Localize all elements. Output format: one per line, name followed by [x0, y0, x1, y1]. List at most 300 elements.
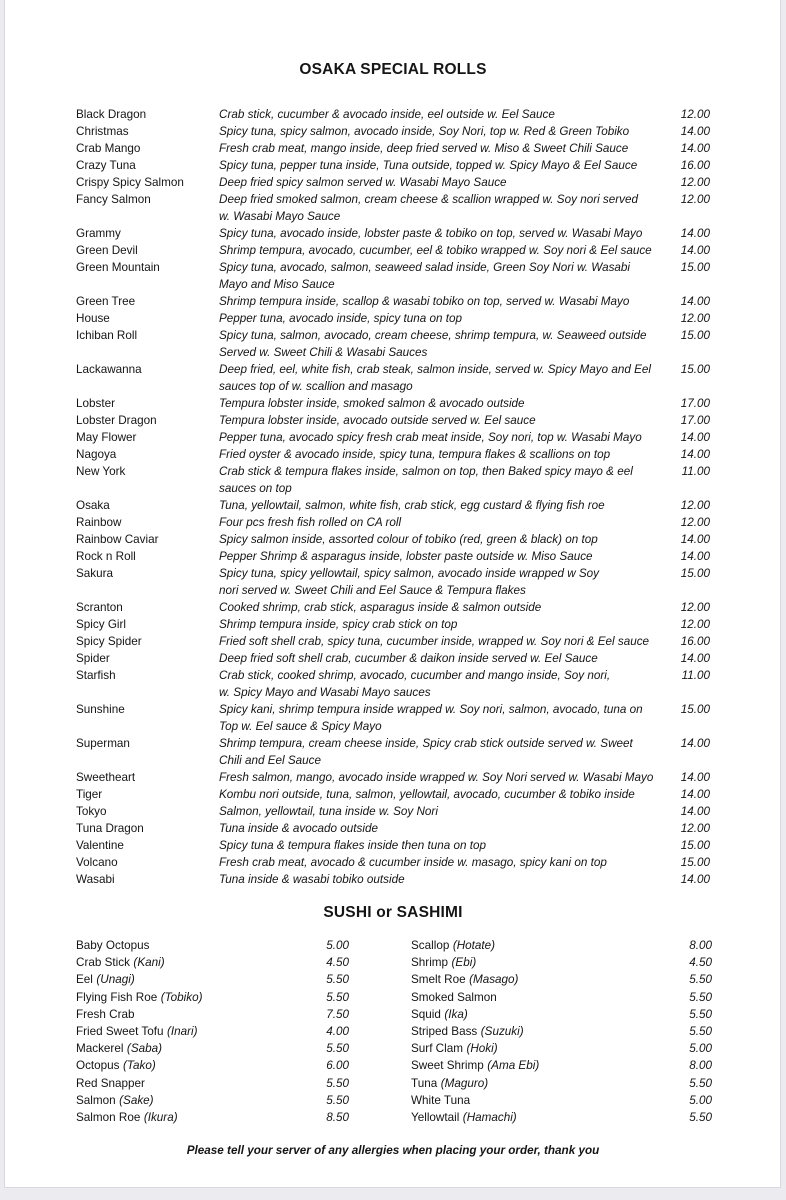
sushi-column-left [76, 937, 349, 1126]
item-description-line: Cooked shrimp, crab stick, asparagus inside & salmon outside [219, 601, 542, 614]
item-price: 14.00 [680, 448, 710, 461]
item-name [76, 1057, 309, 1074]
item-price: 4.50 [689, 956, 712, 970]
item-name-english: Flying Fish Roe [76, 990, 158, 1004]
item-price: 5.50 [326, 973, 349, 987]
item-description-line: Spicy salmon inside, assorted colour of tobiko (red, green & black) on top [219, 533, 598, 546]
item-name: Christmas [76, 125, 129, 138]
menu-item-row [76, 361, 710, 395]
item-name: Valentine [76, 839, 124, 852]
menu-item-row [76, 650, 710, 667]
item-description-line: Spicy tuna & tempura flakes inside then tuna on top [219, 839, 487, 852]
item-price: 11.00 [681, 465, 710, 478]
sushi-item-row [76, 1006, 349, 1023]
sushi-item-row [76, 1040, 349, 1057]
item-name-english: Salmon Roe [76, 1111, 141, 1125]
item-name-english: Red Snapper [76, 1076, 145, 1090]
menu-item-row [76, 701, 710, 735]
sushi-item-row [411, 1057, 712, 1074]
item-name [411, 1109, 672, 1126]
item-price: 17.00 [680, 414, 710, 427]
menu-item-row [76, 514, 710, 531]
menu-item-row [76, 565, 710, 599]
menu-item-row [76, 310, 710, 327]
sushi-item-row [411, 937, 712, 954]
item-description [219, 293, 668, 310]
item-name: Ichiban Roll [76, 329, 138, 342]
item-name: Rainbow [76, 516, 122, 529]
item-price: 16.00 [680, 635, 710, 648]
item-price: 5.50 [689, 990, 712, 1004]
item-description [219, 599, 668, 616]
item-name-japanese: (Ebi) [451, 956, 477, 970]
item-description [219, 191, 668, 225]
item-price: 8.00 [689, 1059, 712, 1073]
item-name: Fancy Salmon [76, 193, 151, 206]
item-name-english: Salmon [76, 1093, 116, 1107]
item-description-line: Fresh crab meat, avocado & cucumber inside w. masago, spicy kani on top [219, 856, 607, 869]
menu-item-row [76, 446, 710, 463]
item-description [219, 820, 668, 837]
item-price: 14.00 [680, 125, 710, 138]
item-name [411, 1057, 672, 1074]
item-description-line: Deep fried soft shell crab, cucumber & daikon inside served w. Eel Sauce [219, 652, 598, 665]
item-description-line: Fried soft shell crab, spicy tuna, cucumber inside, wrapped w. Soy nori & Eel sauce [219, 635, 650, 648]
item-name-english: Baby Octopus [76, 939, 150, 952]
sushi-item-row [411, 1109, 712, 1126]
item-name-japanese: (Kani) [133, 956, 165, 970]
item-description [219, 701, 668, 735]
item-name [76, 1109, 309, 1126]
item-price: 14.00 [680, 295, 710, 308]
sushi-item-row [411, 1006, 712, 1023]
item-price: 5.50 [326, 1042, 349, 1056]
menu-item-row [76, 259, 710, 293]
item-description-line: Shrimp tempura inside, spicy crab stick on top [219, 618, 458, 631]
item-name [411, 989, 672, 1006]
item-name-japanese: (Saba) [126, 1042, 163, 1056]
sushi-item-row [76, 937, 349, 954]
item-name: Green Mountain [76, 261, 160, 274]
item-description-line: w. Spicy Mayo and Wasabi Mayo sauces [219, 686, 431, 699]
menu-item-row [76, 395, 710, 412]
item-name-japanese: (Tako) [123, 1059, 156, 1073]
item-description-line: Spicy tuna, spicy yellowtail, spicy salmon, avocado inside wrapped w Soy [219, 567, 600, 580]
item-description [219, 259, 668, 293]
item-name-japanese: (Inari) [166, 1025, 198, 1039]
item-name: Volcano [76, 856, 118, 869]
item-price: 12.00 [680, 108, 710, 121]
item-price: 15.00 [680, 567, 710, 580]
item-name-english: Mackerel [76, 1042, 124, 1056]
item-name: Lobster [76, 397, 115, 410]
item-description-line: Tempura lobster inside, smoked salmon & avocado outside [219, 397, 525, 410]
item-name: Starfish [76, 669, 116, 682]
item-price: 5.50 [689, 1076, 712, 1090]
item-price: 15.00 [680, 329, 710, 342]
item-description-line: Served w. Sweet Chili & Wasabi Sauces [219, 346, 428, 359]
item-price: 15.00 [680, 839, 710, 852]
item-price: 14.00 [680, 227, 710, 240]
item-price: 14.00 [680, 873, 710, 886]
item-description [219, 565, 668, 599]
item-name: Lackawanna [76, 363, 142, 376]
item-price: 14.00 [680, 788, 710, 801]
item-description-line: Spicy tuna, pepper tuna inside, Tuna outside, topped w. Spicy Mayo & Eel Sauce [219, 159, 638, 172]
item-name-english: Fried Sweet Tofu [76, 1025, 164, 1039]
item-name: Spicy Girl [76, 618, 127, 631]
item-name-english: Surf Clam [411, 1042, 463, 1056]
item-description-line: Spicy tuna, salmon, avocado, cream cheese, shrimp tempura, w. Seaweed outside [219, 329, 647, 342]
menu-item-row [76, 327, 710, 361]
rolls-section-title: OSAKA SPECIAL ROLLS [299, 61, 487, 78]
item-description-line: Fresh crab meat, mango inside, deep fried served w. Miso & Sweet Chili Sauce [219, 142, 629, 155]
item-description-line: Salmon, yellowtail, tuna inside w. Soy Nori [219, 805, 438, 818]
item-description-line: sauces on top [219, 482, 292, 495]
item-description [219, 157, 668, 174]
item-description [219, 106, 668, 123]
item-price: 7.50 [326, 1007, 349, 1021]
item-price: 17.00 [680, 397, 710, 410]
item-name-japanese: (Masago) [469, 973, 519, 987]
menu-item-row [76, 854, 710, 871]
item-name [76, 971, 309, 988]
sushi-section-title: SUSHI or SASHIMI [323, 904, 463, 921]
item-description-line: Fresh salmon, mango, avocado inside wrapped w. Soy Nori served w. Wasabi Mayo [219, 771, 654, 784]
item-description-line: Kombu nori outside, tuna, salmon, yellowtail, avocado, cucumber & tobiko inside [219, 788, 635, 801]
menu-item-row [76, 599, 710, 616]
item-price: 12.00 [680, 516, 710, 529]
item-price: 12.00 [680, 822, 710, 835]
item-name: New York [76, 465, 126, 478]
item-price: 8.00 [689, 939, 712, 952]
item-price: 12.00 [680, 176, 710, 189]
item-description-line: Spicy tuna, spicy salmon, avocado inside, Soy Nori, top w. Red & Green Tobiko [219, 125, 630, 138]
item-description [219, 497, 668, 514]
item-name: Scranton [76, 601, 123, 614]
menu-item-row [76, 463, 710, 497]
sushi-item-row [76, 1109, 349, 1126]
item-name-japanese: (Ika) [444, 1007, 468, 1021]
item-description [219, 395, 668, 412]
item-name: Rock n Roll [76, 550, 136, 563]
item-name: Rainbow Caviar [76, 533, 159, 546]
item-description-line: Crab stick, cooked shrimp, avocado, cucumber and mango inside, Soy nori, [219, 669, 611, 682]
item-price: 4.00 [326, 1025, 349, 1039]
item-description [219, 463, 668, 497]
item-price: 4.50 [326, 956, 349, 970]
item-name-japanese: (Suzuki) [480, 1025, 524, 1039]
item-description-line: Deep fried spicy salmon served w. Wasabi Mayo Sauce [219, 176, 507, 189]
item-description [219, 803, 668, 820]
item-description-line: Spicy kani, shrimp tempura inside wrapped w. Soy nori, salmon, avocado, tuna on [219, 703, 643, 716]
item-name [411, 1075, 672, 1092]
item-description-line: Tempura lobster inside, avocado outside served w. Eel sauce [219, 414, 536, 427]
menu-item-row [76, 106, 710, 123]
item-description-line: sauces top of w. scallion and masago [219, 380, 413, 393]
item-description-line: Pepper tuna, avocado inside, spicy tuna on top [219, 312, 463, 325]
item-name-english: Sweet Shrimp [411, 1059, 484, 1073]
item-name: Grammy [76, 227, 121, 240]
item-price: 14.00 [680, 142, 710, 155]
item-description-line: Mayo and Miso Sauce [219, 278, 335, 291]
item-price: 14.00 [680, 431, 710, 444]
sushi-item-row [76, 954, 349, 971]
item-name-english: Smelt Roe [411, 973, 466, 987]
sushi-list [76, 937, 710, 1126]
item-price: 12.00 [680, 601, 710, 614]
item-name-japanese: (Hotate) [452, 939, 496, 952]
item-name: Wasabi [76, 873, 115, 886]
menu-item-row [76, 293, 710, 310]
item-name-japanese: (Hoki) [466, 1042, 498, 1056]
sushi-item-row [411, 1092, 712, 1109]
item-name-english: Crab Stick [76, 956, 130, 970]
menu-item-row [76, 871, 710, 888]
item-price: 5.50 [689, 1111, 712, 1125]
item-description [219, 361, 668, 395]
item-name [411, 971, 672, 988]
sushi-item-row [76, 1023, 349, 1040]
item-description [219, 242, 668, 259]
item-description-line: Crab stick & tempura flakes inside, salmon on top, then Baked spicy mayo & eel [219, 465, 633, 478]
item-name-japanese: (Maguro) [440, 1076, 489, 1090]
item-price: 15.00 [680, 703, 710, 716]
item-name-english: Yellowtail [411, 1111, 460, 1125]
item-price: 5.00 [689, 1093, 712, 1107]
item-price: 14.00 [680, 533, 710, 546]
item-price: 12.00 [680, 312, 710, 325]
item-description-line: Tuna, yellowtail, salmon, white fish, crab stick, egg custard & flying fish roe [219, 499, 605, 512]
item-price: 14.00 [680, 550, 710, 563]
item-name-english: Squid [411, 1007, 441, 1021]
item-description-line: nori served w. Sweet Chili and Eel Sauce & Tempura flakes [219, 584, 526, 597]
item-name: Crispy Spicy Salmon [76, 176, 184, 189]
sushi-item-row [411, 1040, 712, 1057]
item-description [219, 837, 668, 854]
item-description [219, 514, 668, 531]
sushi-item-row [76, 971, 349, 988]
item-name-english: White Tuna [411, 1093, 471, 1107]
item-name: Lobster Dragon [76, 414, 157, 427]
item-name [411, 937, 672, 954]
item-name-japanese: (Hamachi) [462, 1111, 517, 1125]
item-name-english: Striped Bass [411, 1025, 478, 1039]
item-description-line: Pepper Shrimp & asparagus inside, lobster paste outside w. Miso Sauce [219, 550, 593, 563]
item-name [411, 1040, 672, 1057]
item-description [219, 140, 668, 157]
item-name [411, 1006, 672, 1023]
item-name [76, 1092, 309, 1109]
item-name: Osaka [76, 499, 110, 512]
sushi-item-row [76, 1075, 349, 1092]
item-price: 11.00 [681, 669, 710, 682]
item-description [219, 616, 668, 633]
item-name-english: Smoked Salmon [411, 990, 497, 1004]
item-price: 12.00 [680, 499, 710, 512]
item-description-line: Shrimp tempura inside, scallop & wasabi tobiko on top, served w. Wasabi Mayo [219, 295, 630, 308]
item-name [411, 1023, 672, 1040]
item-price: 5.50 [689, 1007, 712, 1021]
item-price: 15.00 [680, 261, 710, 274]
item-description-line: Top w. Eel sauce & Spicy Mayo [219, 720, 382, 733]
menu-item-row [76, 429, 710, 446]
item-price: 15.00 [680, 856, 710, 869]
item-price: 14.00 [680, 805, 710, 818]
item-name: Sakura [76, 567, 114, 580]
item-price: 14.00 [680, 771, 710, 784]
item-description-line: Spicy tuna, avocado, salmon, seaweed salad inside, Green Soy Nori w. Wasabi [219, 261, 631, 274]
menu-item-row [76, 803, 710, 820]
item-description [219, 650, 668, 667]
item-name-english: Tuna [411, 1076, 438, 1090]
item-name-japanese: (Ikura) [143, 1111, 178, 1125]
item-price: 5.50 [689, 973, 712, 987]
menu-item-row [76, 191, 710, 225]
item-name [76, 989, 309, 1006]
item-description [219, 174, 668, 191]
item-name-japanese: (Ama Ebi) [487, 1059, 540, 1073]
sushi-item-row [411, 1075, 712, 1092]
item-name-english: Fresh Crab [76, 1007, 135, 1021]
menu-item-row [76, 412, 710, 429]
item-description [219, 446, 668, 463]
item-price: 16.00 [680, 159, 710, 172]
item-price: 14.00 [680, 652, 710, 665]
item-description [219, 429, 668, 446]
item-description [219, 854, 668, 871]
item-name: Nagoya [76, 448, 117, 461]
menu-item-row [76, 633, 710, 650]
item-name-japanese: (Sake) [119, 1093, 154, 1107]
item-description-line: Tuna inside & avocado outside [219, 822, 378, 835]
menu-item-row [76, 123, 710, 140]
item-name: Tokyo [76, 805, 107, 818]
item-name: Tiger [76, 788, 103, 801]
item-description [219, 769, 668, 786]
item-name: Spider [76, 652, 110, 665]
item-description [219, 667, 668, 701]
item-description-line: Shrimp tempura, avocado, cucumber, eel & tobiko wrapped w. Soy nori & Eel sauce [219, 244, 652, 257]
item-price: 5.00 [689, 1042, 712, 1056]
menu-item-row [76, 497, 710, 514]
item-name: Green Tree [76, 295, 136, 308]
menu-page [4, 0, 781, 1188]
item-name-english: Octopus [76, 1059, 120, 1073]
item-name [411, 1092, 672, 1109]
item-description-line: Shrimp tempura, cream cheese inside, Spicy crab stick outside served w. Sweet [219, 737, 633, 750]
item-description [219, 225, 668, 242]
menu-item-row [76, 140, 710, 157]
item-price: 12.00 [680, 193, 710, 206]
item-name-english: Eel [76, 973, 93, 987]
item-price: 5.50 [689, 1025, 712, 1039]
item-description [219, 786, 668, 803]
item-name [76, 954, 309, 971]
item-name [76, 1023, 309, 1040]
item-description [219, 310, 668, 327]
item-name: Sunshine [76, 703, 125, 716]
item-description-line: Four pcs fresh fish rolled on CA roll [219, 516, 402, 529]
menu-item-row [76, 157, 710, 174]
item-description [219, 123, 668, 140]
sushi-item-row [411, 1023, 712, 1040]
allergy-note: Please tell your server of any allergies when placing your order, thank you [186, 1144, 600, 1158]
item-name-english: Scallop [411, 939, 450, 952]
menu-item-row [76, 837, 710, 854]
menu-item-row [76, 616, 710, 633]
sushi-item-row [76, 1092, 349, 1109]
item-description-line: Deep fried, eel, white fish, crab steak, salmon inside, served w. Spicy Mayo and Eel [219, 363, 651, 376]
menu-item-row [76, 225, 710, 242]
item-description-line: w. Wasabi Mayo Sauce [219, 210, 341, 223]
item-name: Crazy Tuna [76, 159, 136, 172]
rolls-list [76, 106, 710, 888]
item-name: Spicy Spider [76, 635, 142, 648]
item-price: 8.50 [326, 1111, 349, 1125]
menu-item-row [76, 769, 710, 786]
sushi-item-row [411, 971, 712, 988]
menu-item-row [76, 735, 710, 769]
item-name: May Flower [76, 431, 137, 444]
menu-item-row [76, 531, 710, 548]
sushi-column-right [411, 937, 712, 1126]
item-name-japanese: (Tobiko) [160, 990, 203, 1004]
item-name: Sweetheart [76, 771, 136, 784]
item-name [76, 937, 309, 954]
item-price: 15.00 [680, 363, 710, 376]
item-price: 5.50 [326, 1093, 349, 1107]
item-name: Crab Mango [76, 142, 141, 155]
item-description [219, 871, 668, 888]
item-description-line: Crab stick, cucumber & avocado inside, eel outside w. Eel Sauce [219, 108, 555, 121]
item-price: 5.00 [326, 939, 349, 952]
item-description-line: Fried oyster & avocado inside, spicy tuna, tempura flakes & scallions on top [219, 448, 611, 461]
menu-item-row [76, 820, 710, 837]
item-price: 12.00 [680, 618, 710, 631]
item-description-line: Tuna inside & wasabi tobiko outside [219, 873, 405, 886]
menu-item-row [76, 242, 710, 259]
item-name: Green Devil [76, 244, 138, 257]
item-description-line: Spicy tuna, avocado inside, lobster paste & tobiko on top, served w. Wasabi Mayo [219, 227, 643, 240]
item-name [76, 1006, 309, 1023]
sushi-item-row [76, 1057, 349, 1074]
item-name: House [76, 312, 110, 325]
item-name: Tuna Dragon [76, 822, 144, 835]
item-price: 5.50 [326, 990, 349, 1004]
item-description-line: Deep fried smoked salmon, cream cheese & scallion wrapped w. Soy nori served [219, 193, 639, 206]
item-description [219, 327, 668, 361]
sushi-item-row [76, 989, 349, 1006]
item-description [219, 531, 668, 548]
item-name [411, 954, 672, 971]
sushi-item-row [411, 954, 712, 971]
menu-item-row [76, 548, 710, 565]
item-description-line: Pepper tuna, avocado spicy fresh crab meat inside, Soy nori, top w. Wasabi Mayo [219, 431, 642, 444]
sushi-item-row [411, 989, 712, 1006]
item-description-line: Chili and Eel Sauce [219, 754, 322, 767]
item-name: Black Dragon [76, 108, 147, 121]
item-price: 14.00 [680, 737, 710, 750]
item-name-english: Shrimp [411, 956, 449, 970]
item-price: 14.00 [680, 244, 710, 257]
item-description [219, 735, 668, 769]
item-description [219, 412, 668, 429]
item-description [219, 548, 668, 565]
item-name: Superman [76, 737, 130, 750]
item-price: 6.00 [326, 1059, 349, 1073]
item-name-japanese: (Unagi) [96, 973, 135, 987]
